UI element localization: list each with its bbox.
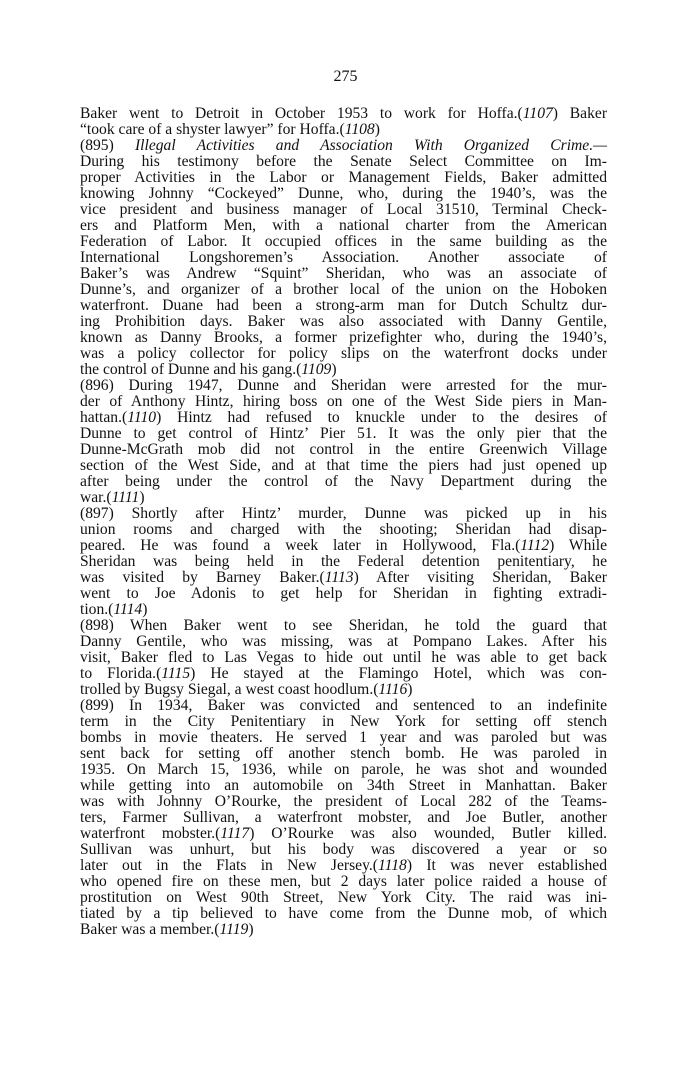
line-text-continued: ) O’Rourke was also wounded, Butler killed. [249, 825, 607, 842]
text-line [80, 858, 607, 874]
line-text-continued: ) [374, 121, 380, 138]
text-line [80, 314, 607, 330]
line-text: union rooms and charged with the shooting; Sheridan had disap- [80, 521, 607, 538]
line-text: 1935. On March 15, 1936, while on parole, he was shot and wounded [80, 761, 607, 778]
text-line [80, 282, 607, 298]
text-line [80, 698, 607, 714]
text-line [80, 186, 607, 202]
line-text: (899) In 1934, Baker was convicted and sentenced to an indefinite [80, 697, 607, 714]
text-line [80, 266, 607, 282]
page-number: 275 [333, 68, 358, 85]
line-text: waterfront. Duane had been a strong-arm man for Dutch Schultz dur- [80, 297, 607, 314]
footnote-reference: 1109 [301, 361, 332, 378]
text-line [80, 490, 607, 506]
text-line [80, 778, 607, 794]
text-line [80, 202, 607, 218]
line-text-continued: ) [142, 601, 148, 618]
line-text: ers and Platform Men, with a national charter from the American [80, 217, 607, 234]
line-text: term in the City Penitentiary in New York for setting off stench [80, 713, 607, 730]
text-line [80, 426, 607, 442]
line-text: tion.( [80, 601, 114, 618]
line-text: sent back for setting off another stench bomb. He was paroled in [80, 745, 607, 762]
text-line [80, 170, 607, 186]
line-text: later out in the Flats in New Jersey.( [80, 857, 378, 874]
text-line [80, 474, 607, 490]
line-text: known as Danny Brooks, a former prizefighter who, during the 1940’s, [80, 329, 607, 346]
text-line [80, 442, 607, 458]
line-text: the control of Dunne and his gang.( [80, 361, 302, 378]
line-text: (897) Shortly after Hintz’ murder, Dunne was picked up in his [80, 505, 607, 522]
body-text [80, 106, 607, 938]
footnote-reference: 1113 [324, 569, 354, 586]
text-line [80, 922, 607, 938]
line-text: ters, Farmer Sullivan, a waterfront mobster, and Joe Butler, another [80, 809, 607, 826]
footnote-reference: 1118 [377, 857, 407, 874]
line-text: During his testimony before the Senate Select Committee on Im- [80, 153, 607, 170]
footnote-reference: 1110 [127, 409, 157, 426]
line-text: after being under the control of the Navy Department during the [80, 473, 607, 490]
text-line [80, 842, 607, 858]
line-text: to Florida.( [80, 665, 162, 682]
line-text: bombs in movie theaters. He served 1 year and was paroled but was [80, 729, 607, 746]
footnote-reference: 1107 [522, 105, 553, 122]
line-text: war.( [80, 489, 112, 506]
text-line [80, 714, 607, 730]
text-line [80, 122, 607, 138]
line-text: section of the West Side, and at that time the piers had just opened up [80, 457, 607, 474]
line-text: went to Joe Adonis to get help for Sheridan in fighting extradi- [80, 585, 607, 602]
footnote-reference: 1112 [520, 537, 550, 554]
line-text: Dunne’s, and organizer of a brother local of the union on the Hoboken [80, 281, 607, 298]
text-line [80, 826, 607, 842]
line-text: trolled by Bugsy Siegal, a west coast hoodlum.( [80, 681, 379, 698]
line-text: Baker’s was Andrew “Squint” Sheridan, who was an associate of [80, 265, 607, 282]
text-line [80, 554, 607, 570]
line-text-continued: ) After visiting Sheridan, Baker [353, 569, 607, 586]
footnote-reference: 1117 [220, 825, 250, 842]
line-text: waterfront mobster.( [80, 825, 221, 842]
line-text-continued: ) He stayed at the Flamingo Hotel, which was con- [190, 665, 607, 682]
text-line [80, 458, 607, 474]
footnote-reference: 1119 [219, 921, 249, 938]
line-text: Dunne-McGrath mob did not control in the entire Greenwich Village [80, 441, 607, 458]
text-line [80, 618, 607, 634]
text-line [80, 522, 607, 538]
text-line [80, 810, 607, 826]
line-text: prostitution on West 90th Street, New York City. The raid was ini- [80, 889, 607, 906]
text-line [80, 346, 607, 362]
text-line [80, 666, 607, 682]
line-text-continued: ) [248, 921, 254, 938]
text-line [80, 506, 607, 522]
line-text: while getting into an automobile on 34th Street in Manhattan. Baker [80, 777, 607, 794]
line-text: was with Johnny O’Rourke, the president of Local 282 of the Teams- [80, 793, 607, 810]
line-text: Baker went to Detroit in October 1953 to work for Hoffa.( [80, 105, 523, 122]
text-line [80, 602, 607, 618]
line-text: proper Activities in the Labor or Management Fields, Baker admitted [80, 169, 607, 186]
line-text: Baker was a member.( [80, 921, 220, 938]
line-text: (895) [80, 137, 135, 154]
line-text: der of Anthony Hintz, hiring boss on one of the West Side piers in Man- [80, 393, 607, 410]
text-line [80, 410, 607, 426]
footnote-reference: 1108 [344, 121, 375, 138]
text-line [80, 106, 607, 122]
line-text: peared. He was found a week later in Hollywood, Fla.( [80, 537, 521, 554]
text-line [80, 362, 607, 378]
footnote-reference: 1116 [378, 681, 408, 698]
text-line [80, 890, 607, 906]
text-line [80, 586, 607, 602]
section-heading: Illegal Activities and Association With Organized Crime.— [134, 137, 607, 154]
line-text: was a policy collector for policy slips on the waterfront docks under [80, 345, 607, 362]
text-line [80, 794, 607, 810]
line-text-continued: ) [139, 489, 145, 506]
line-text-continued: ) Baker [552, 105, 608, 122]
line-text: (896) During 1947, Dunne and Sheridan were arrested for the mur- [80, 377, 607, 394]
line-text: International Longshoremen’s Association. Another associate of [80, 249, 607, 266]
line-text: Sheridan was being held in the Federal detention penitentiary, he [80, 553, 607, 570]
text-line [80, 874, 607, 890]
line-text-continued: ) [331, 361, 337, 378]
line-text-continued: ) While [549, 537, 607, 554]
line-text: Sullivan was unhurt, but his body was discovered a year or so [80, 841, 607, 858]
text-line [80, 138, 607, 154]
line-text: tiated by a tip believed to have come from the Dunne mob, of which [80, 905, 607, 922]
line-text: Dunne to get control of Hintz’ Pier 51. It was the only pier that the [80, 425, 607, 442]
footnote-reference: 1111 [111, 489, 140, 506]
text-line [80, 730, 607, 746]
text-line [80, 762, 607, 778]
line-text: knowing Johnny “Cockeyed” Dunne, who, during the 1940’s, was the [80, 185, 607, 202]
text-line [80, 906, 607, 922]
line-text: Federation of Labor. It occupied offices in the same building as the [80, 233, 607, 250]
line-text-continued: ) Hintz had refused to knuckle under to the desires of [156, 409, 607, 426]
line-text: vice president and business manager of Local 31510, Terminal Check- [80, 201, 607, 218]
text-line [80, 218, 607, 234]
line-text: hattan.( [80, 409, 128, 426]
line-text: (898) When Baker went to see Sheridan, he told the guard that [80, 617, 607, 634]
text-line [80, 330, 607, 346]
line-text: was visited by Barney Baker.( [80, 569, 325, 586]
text-line [80, 250, 607, 266]
text-line [80, 746, 607, 762]
line-text-continued: ) [407, 681, 413, 698]
line-text: who opened fire on these men, but 2 days later police raided a house of [80, 873, 607, 890]
footnote-reference: 1114 [113, 601, 143, 618]
text-line [80, 234, 607, 250]
text-line [80, 154, 607, 170]
line-text-continued: ) It was never established [406, 857, 607, 874]
line-text: visit, Baker fled to Las Vegas to hide out until he was able to get back [80, 649, 607, 666]
text-line [80, 378, 607, 394]
footnote-reference: 1115 [161, 665, 191, 682]
text-line [80, 538, 607, 554]
text-line [80, 570, 607, 586]
text-line [80, 298, 607, 314]
line-text: “took care of a shyster lawyer” for Hoffa.( [80, 121, 345, 138]
line-text: Danny Gentile, who was missing, was at Pompano Lakes. After his [80, 633, 607, 650]
line-text: ing Prohibition days. Baker was also associated with Danny Gentile, [80, 313, 607, 330]
text-line [80, 634, 607, 650]
text-line [80, 394, 607, 410]
text-line [80, 682, 607, 698]
text-line [80, 650, 607, 666]
